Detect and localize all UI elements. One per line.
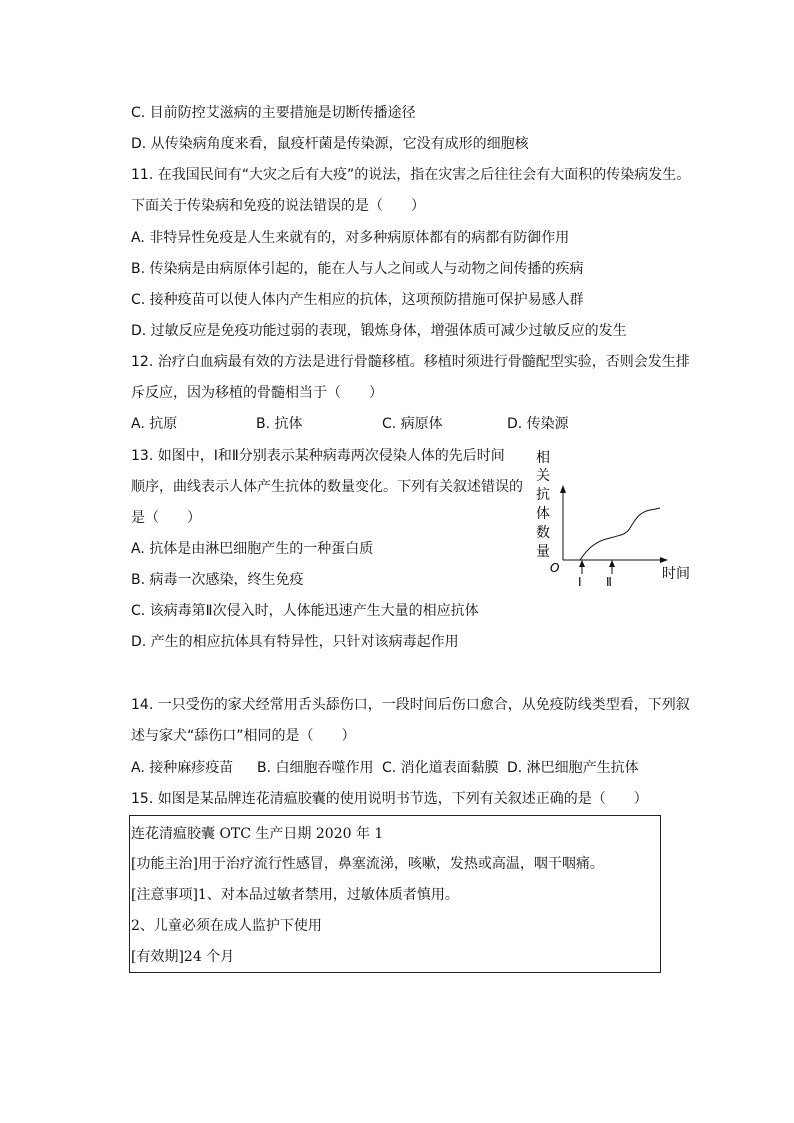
- q13-option-d: D. 产生的相应抗体具有特异性，只针对该病毒起作用: [131, 634, 459, 650]
- box-line-precautions: [注意事项]1、对本品过敏者禁用，过敏体质者慎用。: [131, 887, 459, 903]
- box-line-children: 2、儿童必须在成人监护下使用: [131, 918, 322, 934]
- x-axis-arrow: [660, 557, 668, 563]
- q11-option-c: C. 接种疫苗可以使人体内产生相应的抗体，这项预防措施可保护易感人群: [131, 292, 584, 308]
- q10-option-d: D. 从传染病角度来看，鼠疫杆菌是传染源，它没有成形的细胞核: [131, 136, 529, 152]
- marker-2-arrowhead: [609, 560, 615, 567]
- y-axis-label-char: 相: [536, 450, 550, 466]
- q11-option-a: A. 非特异性免疫是人生来就有的，对多种病原体都有的病都有防御作用: [131, 230, 570, 246]
- box-line-expiry: [有效期]24 个月: [131, 949, 235, 965]
- q13-option-c: C. 该病毒第Ⅱ次侵入时，人体能迅速产生大量的相应抗体: [131, 603, 479, 619]
- y-axis-label-char: 数: [536, 525, 550, 541]
- q14-option-b: B. 白细胞吞噬作用: [257, 760, 374, 776]
- box-line-indications: [功能主治]用于治疗流行性感冒，鼻塞流涕，咳嗽，发热或高温，咽干咽痛。: [131, 856, 604, 872]
- q15-stem-line1: 15. 如图是某品牌连花清瘟胶囊的使用说明书节选，下列有关叙述正确的是（ ）: [131, 791, 648, 807]
- q13-stem-line3: 是（ ）: [131, 510, 201, 526]
- q14-stem-line2: 述与家犬“舔伤口”相同的是（ ）: [131, 728, 356, 744]
- y-axis-label-char: 体: [536, 506, 550, 522]
- marker-1-label: Ⅰ: [578, 575, 582, 589]
- q14-option-d: D. 淋巴细胞产生抗体: [507, 760, 639, 776]
- y-axis-label-char: 量: [536, 544, 550, 560]
- x-axis-label: 时间: [662, 566, 690, 582]
- q11-stem-line2: 下面关于传染病和免疫的说法错误的是（ ）: [131, 198, 425, 214]
- marker-2-label: Ⅱ: [606, 575, 612, 589]
- q13-stem-line1: 13. 如图中，Ⅰ和Ⅱ分别表示某种病毒两次侵染人体的先后时间: [131, 448, 505, 464]
- q12-option-c: C. 病原体: [382, 416, 443, 432]
- antibody-graph: [528, 440, 698, 590]
- q11-option-b: B. 传染病是由病原体引起的，能在人与人之间或人与动物之间传播的疾病: [131, 261, 584, 277]
- q14-stem-line1: 14. 一只受伤的家犬经常用舌头舔伤口，一段时间后伤口愈合，从免疫防线类型看，下列叙: [131, 697, 690, 713]
- q13-stem-line2: 顺序，曲线表示人体产生抗体的数量变化。下列有关叙述错误的: [131, 479, 523, 495]
- y-axis-arrow: [560, 485, 566, 493]
- instruction-box: [129, 815, 661, 973]
- q11-option-d: D. 过敏反应是免疫功能过弱的表现，锻炼身体，增强体质可减少过敏反应的发生: [131, 323, 627, 339]
- q13-option-b: B. 病毒一次感染，终生免疫: [131, 572, 304, 588]
- q14-option-a: A. 接种麻疹疫苗: [131, 760, 234, 776]
- q12-option-a: A. 抗原: [131, 416, 178, 432]
- antibody-curve: [580, 508, 660, 560]
- y-axis-label-char: 关: [536, 468, 550, 484]
- marker-1-arrowhead: [579, 560, 585, 567]
- q12-option-b: B. 抗体: [256, 416, 303, 432]
- y-axis-label-char: 抗: [536, 487, 550, 503]
- q10-option-c: C. 目前防控艾滋病的主要措施是切断传播途径: [131, 105, 416, 121]
- q11-stem-line1: 11. 在我国民间有“大灾之后有大疫”的说法，指在灾害之后往往会有大面积的传染病发生。: [131, 167, 691, 183]
- q12-option-d: D. 传染源: [507, 416, 569, 432]
- box-line-product: 连花清瘟胶囊 OTC 生产日期 2020 年 1: [131, 826, 384, 842]
- q13-option-a: A. 抗体是由淋巴细胞产生的一种蛋白质: [131, 541, 374, 557]
- q12-stem-line2: 斥反应，因为移植的骨髓相当于（ ）: [131, 385, 383, 401]
- q12-stem-line1: 12. 治疗白血病最有效的方法是进行骨髓移植。移植时须进行骨髓配型实验，否则会发生排: [131, 354, 690, 370]
- q14-option-c: C. 消化道表面黏膜: [382, 760, 499, 776]
- origin-label: O: [550, 561, 560, 575]
